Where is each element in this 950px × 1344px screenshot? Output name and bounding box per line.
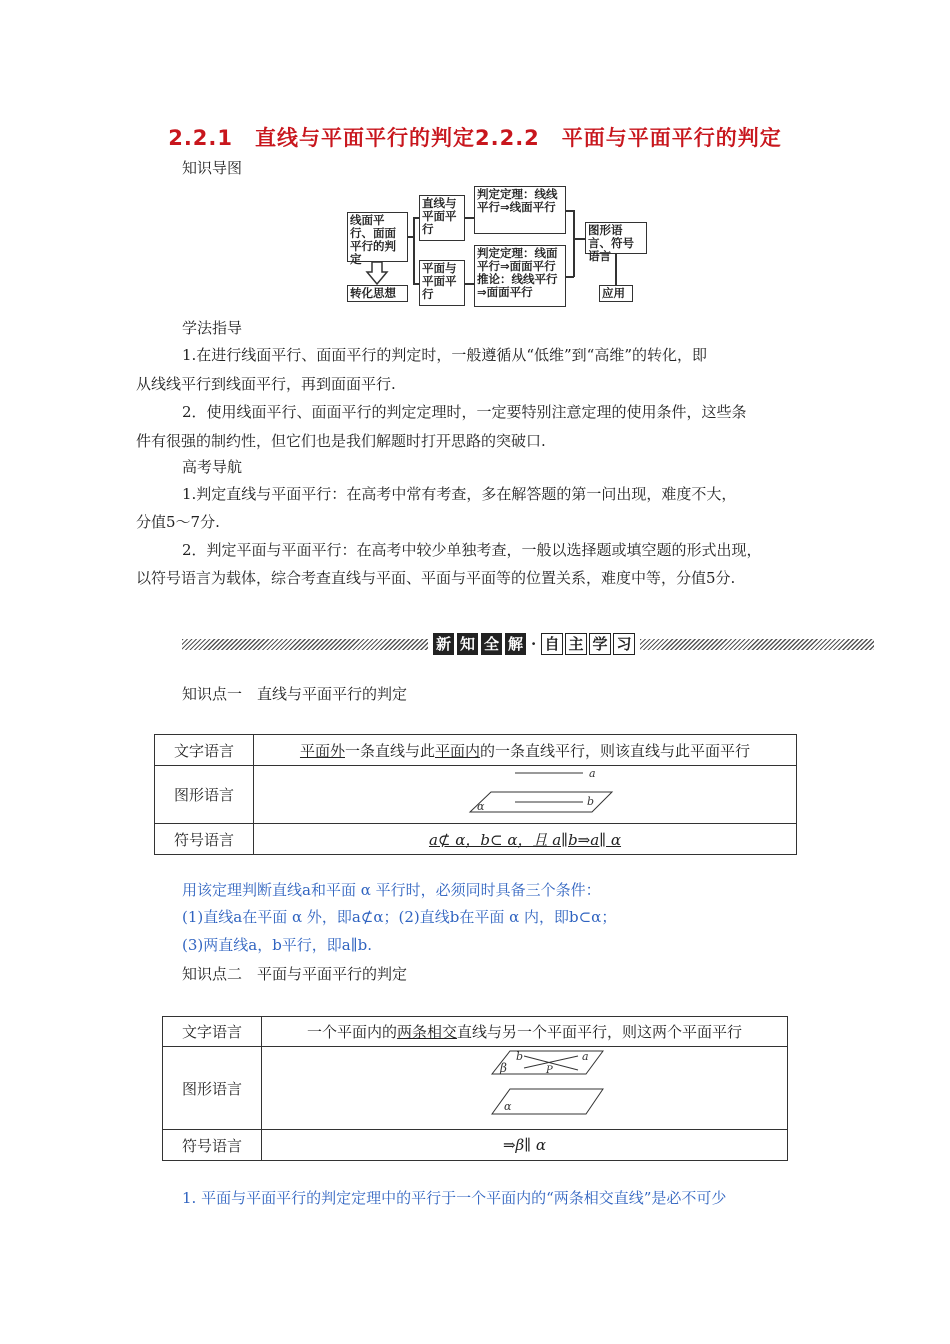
plane-plane-figure xyxy=(270,1048,780,1128)
banner-dot: · xyxy=(531,635,537,653)
banner-char: 主 xyxy=(565,633,587,655)
banner-char: 知 xyxy=(457,633,478,655)
study-p1b: 从线线平行到线面平行，再到面面平行. xyxy=(136,375,396,393)
note1-line3: (3)两直线a，b平行，即a∥b. xyxy=(182,936,373,954)
kp2-figure-cell xyxy=(262,1047,788,1130)
exam-heading: 高考导航 xyxy=(182,458,243,476)
kp1-heading: 知识点一 直线与平面平行的判定 xyxy=(182,685,408,703)
kp1-symbol: a⊄ α，b⊂ α，且 a∥b⇒a∥ α xyxy=(254,824,797,855)
mindmap-heading: 知识导图 xyxy=(182,159,243,177)
exam-p2a: 2．判定平面与平面平行：在高考中较少单独考查，一般以选择题或填空题的形式出现， xyxy=(182,541,762,559)
mindmap-line-plane: 直线与平面平行 xyxy=(419,195,465,241)
kp1-row3-label: 符号语言 xyxy=(155,824,254,855)
fig-label-b: b xyxy=(515,1050,523,1063)
study-p2a: 2．使用线面平行、面面平行的判定定理时，一定要特别注意定理的使用条件，这些条 xyxy=(182,403,747,421)
fig-label-p: P xyxy=(545,1065,553,1076)
kp2-row2-label: 图形语言 xyxy=(163,1047,262,1130)
fig-label-b: b xyxy=(587,794,595,808)
exam-p1b: 分值5～7分. xyxy=(136,513,220,531)
fig-label-alpha: α xyxy=(477,799,485,813)
exam-p2b: 以符号语言为载体，综合考查直线与平面、平面与平面等的位置关系，难度中等，分值5分. xyxy=(136,569,736,587)
banner-char: 习 xyxy=(613,633,635,655)
exam-p1a: 1.判定直线与平面平行：在高考中常有考查，多在解答题的第一问出现，难度不大， xyxy=(182,485,737,503)
fig-label-a: a xyxy=(581,1050,589,1063)
fig-label-beta: β xyxy=(499,1061,507,1075)
kp1-figure-cell xyxy=(254,766,797,824)
banner-char: 自 xyxy=(541,633,563,655)
study-p2b: 件有很强的制约性，但它们也是我们解题时打开思路的突破口. xyxy=(136,432,546,450)
mindmap-plane-plane: 平面与平面平行 xyxy=(419,260,465,306)
study-heading: 学法指导 xyxy=(182,319,243,337)
kp2-heading: 知识点二 平面与平面平行的判定 xyxy=(182,965,408,983)
note2-line1: 1. 平面与平面平行的判定定理中的平行于一个平面内的“两条相交直线”是必不可少 xyxy=(182,1189,727,1207)
note1-line2: (1)直线a在平面 α 外，即a⊄α；(2)直线b在平面 α 内，即b⊂α； xyxy=(182,908,617,926)
fig-label-a: a xyxy=(589,767,596,780)
study-p1a: 1.在进行线面平行、面面平行的判定时，一般遵循从“低维”到“高维”的转化，即 xyxy=(182,346,707,364)
banner-char: 新 xyxy=(433,633,454,655)
line-plane-figure xyxy=(265,768,785,822)
kp1-row1-label: 文字语言 xyxy=(155,735,254,766)
fig-label-alpha: α xyxy=(503,1100,511,1113)
kp1-table xyxy=(154,734,797,855)
mindmap-root: 线面平行、面面平行的判定 xyxy=(347,212,408,262)
note1-line1: 用该定理判断直线a和平面 α 平行时，必须同时具备三个条件： xyxy=(182,881,601,899)
kp2-row1-label: 文字语言 xyxy=(163,1017,262,1047)
section-banner xyxy=(182,633,874,657)
mindmap-application: 应用 xyxy=(599,285,633,302)
mindmap-method: 转化思想 xyxy=(347,285,408,302)
kp1-row1-text: 平面外一条直线与此平面内的一条直线平行，则该直线与此平面平行 xyxy=(254,735,797,766)
kp2-table xyxy=(162,1016,788,1161)
mindmap-theorem-line: 判定定理：线线平行⇒线面平行 xyxy=(474,186,566,234)
kp2-row3-label: 符号语言 xyxy=(163,1130,262,1161)
down-arrow-icon xyxy=(365,262,389,286)
mindmap-language: 图形语言、符号语言 xyxy=(585,222,647,254)
kp1-row2-label: 图形语言 xyxy=(155,766,254,824)
banner-char: 学 xyxy=(589,633,611,655)
page-title: 2.2.1 直线与平面平行的判定2.2.2 平面与平面平行的判定 xyxy=(168,126,782,150)
mindmap-theorem-plane: 判定定理：线面平行⇒面面平行推论：线线平行⇒面面平行 xyxy=(474,245,566,307)
kp2-row1-text: 一个平面内的两条相交直线与另一个平面平行，则这两个平面平行 xyxy=(262,1017,788,1047)
banner-char: 全 xyxy=(481,633,502,655)
banner-char: 解 xyxy=(505,633,526,655)
kp2-symbol: ⇒β∥ α xyxy=(262,1130,788,1161)
